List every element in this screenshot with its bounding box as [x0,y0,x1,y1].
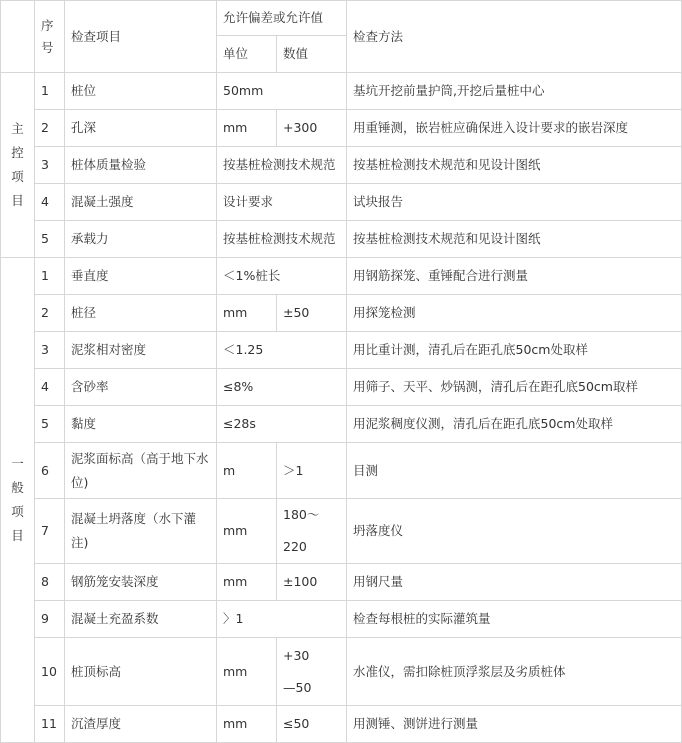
category-char: 项 [11,169,24,184]
cell-method: 用探笼检测 [347,295,682,332]
cell-item: 泥浆面标高（高于地下水位) [65,443,217,499]
cell-method: 按基桩检测技术规范和见设计图纸 [347,147,682,184]
cell-item: 承载力 [65,221,217,258]
category-char: 目 [11,528,24,543]
cell-item: 含砂率 [65,369,217,406]
cell-no: 1 [35,258,65,295]
table-row [1,443,682,499]
cell-method: 按基桩检测技术规范和见设计图纸 [347,221,682,258]
cell-allowance: 按基桩检测技术规范 [217,221,347,258]
cell-no: 5 [35,221,65,258]
cell-allowance: ＜1.25 [217,332,347,369]
cell-method: 用比重计测，清孔后在距孔底50cm处取样 [347,332,682,369]
cell-item: 混凝土充盈系数 [65,601,217,638]
table-row [1,406,682,443]
header-unit: 单位 [217,36,277,73]
cell-unit: mm [217,295,277,332]
cell-method: 基坑开挖前量护筒,开挖后量桩中心 [347,73,682,110]
cell-value: ＞1 [277,443,347,499]
cell-item: 黏度 [65,406,217,443]
cell-unit: mm [217,499,277,564]
category-char: 控 [11,145,24,160]
cell-item: 沉渣厚度 [65,706,217,743]
cell-value: ≤50 [277,706,347,743]
category-char: 一 [11,456,24,471]
cell-unit: mm [217,564,277,601]
table-row [1,110,682,147]
category-char: 项 [11,504,24,519]
table-row [1,221,682,258]
category-main [1,73,35,258]
cell-allowance: ≤28s [217,406,347,443]
cell-value: ±100 [277,564,347,601]
table-row [1,73,682,110]
cell-no: 8 [35,564,65,601]
table-row [1,184,682,221]
cell-method: 用筛子、天平、炒锅测，清孔后在距孔底50cm取样 [347,369,682,406]
table-row [1,295,682,332]
cell-unit: mm [217,706,277,743]
cell-value: +30 —50 [277,638,347,706]
cell-allowance: 设计要求 [217,184,347,221]
category-char: 主 [11,121,24,136]
cell-item: 桩体质量检验 [65,147,217,184]
cell-method: 用钢筋探笼、重锤配合进行测量 [347,258,682,295]
table-row [1,499,682,564]
header-seq: 序 号 [35,1,65,73]
category-general [1,258,35,743]
cell-item: 钢筋笼安装深度 [65,564,217,601]
cell-no: 3 [35,332,65,369]
table-row [1,258,682,295]
table-row [1,638,682,706]
header-item: 检查项目 [65,1,217,73]
header-method: 检查方法 [347,1,682,73]
cell-unit: mm [217,638,277,706]
cell-value: +300 [277,110,347,147]
cell-allowance: 按基桩检测技术规范 [217,147,347,184]
table-row [1,601,682,638]
cell-no: 11 [35,706,65,743]
cell-item: 混凝土强度 [65,184,217,221]
table-row [1,369,682,406]
cell-method: 目测 [347,443,682,499]
cell-method: 用钢尺量 [347,564,682,601]
header-value: 数值 [277,36,347,73]
table-row [1,564,682,601]
cell-method: 检查每根桩的实际灌筑量 [347,601,682,638]
cell-allowance: 〉1 [217,601,347,638]
cell-no: 2 [35,110,65,147]
cell-method: 用泥浆稠度仪测，清孔后在距孔底50cm处取样 [347,406,682,443]
header-allowance: 允许偏差或允许值 [217,1,347,36]
cell-item: 垂直度 [65,258,217,295]
cell-allowance: 50mm [217,73,347,110]
cell-unit: mm [217,110,277,147]
cell-method: 用重锤测，嵌岩桩应确保进入设计要求的嵌岩深度 [347,110,682,147]
header-row-1 [1,1,682,36]
cell-allowance: ＜1%桩长 [217,258,347,295]
table-row [1,147,682,184]
cell-value: ±50 [277,295,347,332]
cell-item: 泥浆相对密度 [65,332,217,369]
cell-item: 混凝土坍落度（水下灌注) [65,499,217,564]
cell-item: 桩位 [65,73,217,110]
category-char: 目 [11,193,24,208]
category-char: 般 [11,480,24,495]
table-row [1,706,682,743]
cell-allowance: ≤8% [217,369,347,406]
table-row [1,332,682,369]
cell-unit: m [217,443,277,499]
cell-item: 桩径 [65,295,217,332]
cell-method: 坍落度仪 [347,499,682,564]
cell-no: 1 [35,73,65,110]
cell-no: 10 [35,638,65,706]
cell-no: 3 [35,147,65,184]
cell-no: 6 [35,443,65,499]
cell-no: 5 [35,406,65,443]
cell-no: 9 [35,601,65,638]
cell-value: 180～220 [277,499,347,564]
cell-no: 4 [35,369,65,406]
cell-no: 2 [35,295,65,332]
cell-item: 孔深 [65,110,217,147]
header-blank [1,1,35,73]
cell-method: 试块报告 [347,184,682,221]
cell-item: 桩顶标高 [65,638,217,706]
cell-method: 用测锤、测饼进行测量 [347,706,682,743]
cell-method: 水准仪，需扣除桩顶浮浆层及劣质桩体 [347,638,682,706]
cell-no: 4 [35,184,65,221]
cell-no: 7 [35,499,65,564]
